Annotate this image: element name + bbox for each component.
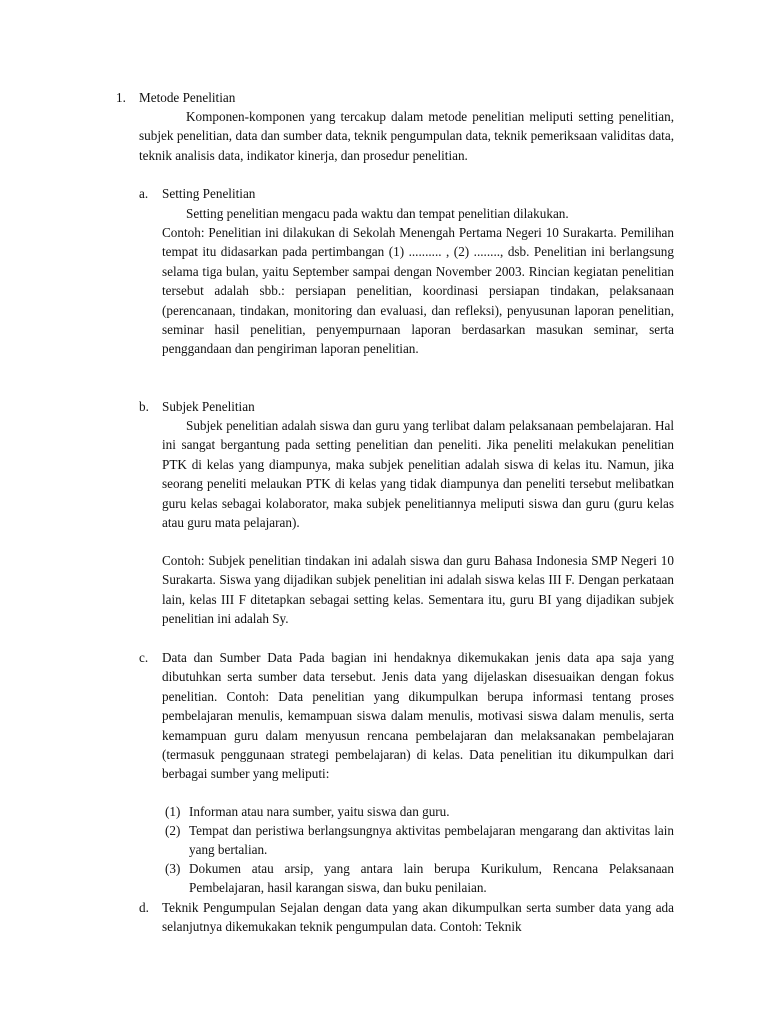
item-c-list-item-1: Informan atau nara sumber, yaitu siswa dan guru. — [189, 804, 450, 819]
item-b-marker: b. — [139, 399, 149, 414]
item-c-paragraph-1: Data dan Sumber Data Pada bagian ini hendaknya dikemukakan jenis data apa saja yang dibutuhkan serta sumber data tersebut. Jenis data yang dijelaskan disesuaikan dengan fokus penelitian. Contoh: Data penelitian yang dikumpulkan berupa informasi tentang proses pembelajaran menulis, kemampuan siswa dalam menulis, motivasi siswa dalam menulis, serta kemampuan guru dalam menyusun rencana pembelajaran dan melaksanakan pembelajaran (termasuk penggunaan strategi pembelajaran) di kelas. Data penelitian itu dikumpulkan dari berbagai sumber yang meliputi: — [162, 650, 674, 782]
item-b-paragraph-2: Contoh: Subjek penelitian tindakan ini adalah siswa dan guru Bahasa Indonesia SMP Negeri 10 Surakarta. Siswa yang dijadikan subjek penelitian ini adalah siswa kelas III F. Dengan perkataan lain, kelas III F ditetapkan sebagai setting kelas. Sementara itu, guru BI yang dijadikan subjek penelitian ini adalah Sy. — [162, 553, 674, 627]
section-title: Metode Penelitian — [139, 90, 236, 105]
item-c-list-item-3: Dokumen atau arsip, yang antara lain berupa Kurikulum, Rencana Pelaksanaan Pembelajaran, hasil karangan siswa, dan buku penilaian. — [189, 861, 674, 896]
item-a-paragraph-2: Contoh: Penelitian ini dilakukan di Sekolah Menengah Pertama Negeri 10 Surakarta. Pemilihan tempat itu didasarkan pada pertimbangan (1) .......... , (2) ........, dsb. Penelitian ini berlangsung selama tiga bulan, yaitu September sampai dengan November 2003. Rincian kegiatan penelitian tersebut adalah sbb.: persiapan penelitian, koordinasi persiapan tindakan, pelaksanaan (perencanaan, tindakan, monitoring dan evaluasi, dan refleksi), penyusunan laporan penelitian, seminar hasil penelitian, penyempurnaan laporan berdasarkan masukan seminar, serta penggandaan dan pengiriman laporan penelitian. — [162, 225, 674, 357]
item-a-paragraph-1-text: Setting penelitian mengacu pada waktu dan tempat penelitian dilakukan. — [186, 206, 569, 221]
item-a-marker: a. — [139, 186, 149, 201]
section-intro-paragraph — [139, 107, 674, 165]
item-b-paragraph-1 — [162, 416, 674, 532]
item-c-list-marker-3: (3) — [165, 861, 181, 876]
item-a-title: Setting Penelitian — [162, 186, 256, 201]
item-d-paragraph-1: Teknik Pengumpulan Sejalan dengan data yang akan dikumpulkan serta sumber data yang ada selanjutnya dikemukakan teknik pengumpulan data. Contoh: Teknik — [162, 900, 674, 935]
item-c-list-marker-2: (2) — [165, 823, 181, 838]
item-b-title: Subjek Penelitian — [162, 399, 255, 414]
section-number: 1. — [116, 90, 126, 105]
item-c-marker: c. — [139, 650, 149, 665]
item-c-list-marker-1: (1) — [165, 804, 181, 819]
item-b-paragraph-1-text: Subjek penelitian adalah siswa dan guru yang terlibat dalam pelaksanaan pembelajaran. Hal ini sangat bergantung pada setting penelitian dan peneliti. Jika peneliti melakukan penelitian PTK di kelas yang diampunya, maka subjek penelitian adalah siswa di kelas itu. Namun, jika seorang peneliti melaukan PTK di kelas yang tidak diampunya dan peneliti tersebut melibatkan guru kelas sebagai kolaborator, maka subjek penelitiannya meliputi siswa dan guru (guru kelas atau guru mata pelajaran). — [162, 418, 674, 531]
item-d-marker: d. — [139, 900, 149, 915]
item-c-list-item-2: Tempat dan peristiwa berlangsungnya aktivitas pembelajaran mengarang dan aktivitas lain yang bertalian. — [189, 823, 674, 858]
section-intro-text: Komponen-komponen yang tercakup dalam metode penelitian meliputi setting penelitian, subjek penelitian, data dan sumber data, teknik pengumpulan data, teknik pemeriksaan validitas data, teknik analisis data, indikator kinerja, dan prosedur penelitian. — [139, 109, 674, 163]
item-a-paragraph-1 — [162, 204, 674, 223]
